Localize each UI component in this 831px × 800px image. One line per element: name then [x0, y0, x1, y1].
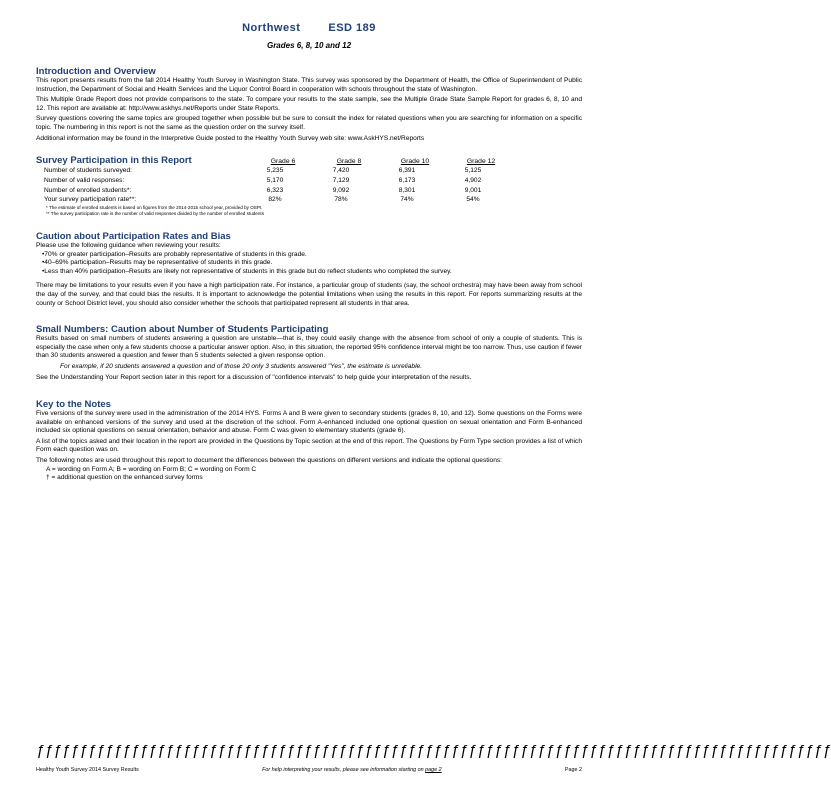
participation-header [36, 155, 582, 166]
participation-footnote-2: ** The survey participation rate is the number of valid responses divided by the number of enrolled students [46, 210, 264, 216]
footer-page-link[interactable]: page 2 [425, 767, 442, 773]
caution-bullet-2: •40–69% participation–Results may be representative of students in this grade. [42, 259, 273, 267]
table-cell: 6,323 [266, 186, 284, 194]
caution-bullet-3: •Less than 40% participation–Results are likely not representative of students in this grade but do reflect students who completed the survey. [42, 267, 452, 275]
small-numbers-example: For example, if 20 students answered a question and of those 20 only 3 students answered "Yes", the estimate is unreliable. [60, 362, 423, 370]
table-cell: 78% [334, 196, 348, 204]
intro-heading: Introduction and Overview [36, 66, 156, 77]
table-row [44, 195, 506, 205]
column-header-grade-6: Grade 6 [270, 158, 296, 166]
footer-page-number: Page 2 [564, 767, 582, 773]
key-note-forms: A = wording on Form A; B = wording on Form B; C = wording on Form C [46, 465, 257, 473]
key-paragraph-2: A list of the topics asked and their location in the report are provided in the Questions by Topic section at the end of this report. The Questions by Form Type section provides a list of which Form each question was on. [36, 437, 582, 454]
participation-heading: Survey Participation in this Report [36, 155, 192, 167]
table-cell: 8,301 [398, 186, 416, 194]
row-label: Your survey participation rate**: [44, 196, 137, 204]
footer-left: Healthy Youth Survey 2014 Survey Results [36, 767, 139, 773]
small-numbers-paragraph-1: Results based on small numbers of students answering a question are unstable—that is, they could easily change with the absence from school of only a couple of students. This is especially the case when only a few students choose a particular answer option. Also, in this situation, the reported 95% confidence interval might be too narrow. Thus, use caution if fewer than 30 students answered a question and fewer than 5 students selected a given response option. [36, 335, 582, 360]
column-header-grade-8: Grade 8 [336, 158, 362, 166]
caution-bullet-1: •70% or greater participation–Results are probably representative of students in this grade. [42, 250, 307, 258]
table-cell: 6,391 [398, 167, 416, 175]
participation-table [44, 166, 506, 204]
participation-footnote-1: * The estimate of enrolled students is based on figures from the 2014-2015 school year, provided by OSPI. [46, 204, 263, 210]
intro-paragraph-3: Survey questions covering the same topics are grouped together when possible but be sure to consult the index for related questions when you are searching for information on a specific topic. The numbering in this report is not the same as the question order on the survey itself. [36, 115, 582, 131]
table-row [44, 185, 506, 195]
footer-help-text: For help interpreting your results, please see information starting on [262, 767, 424, 773]
document-title [0, 22, 618, 34]
intro-paragraph-4: Additional information may be found in the Interpretive Guide posted to the Healthy Youth Survey web site: www.AskHYS.net/Reports [36, 134, 425, 142]
small-numbers-paragraph-2: See the Understanding Your Report section later in this report for a discussion of "confidence intervals" to help guide your interpretation of the results. [36, 374, 472, 382]
table-cell: 4,902 [464, 177, 482, 185]
table-cell: 74% [400, 196, 414, 204]
table-cell: 7,129 [332, 177, 350, 185]
footer-middle [262, 767, 442, 773]
district-name: ESD 189 [328, 22, 376, 34]
intro-paragraph-1: This report presents results from the fall 2014 Healthy Youth Survey in Washington State. This survey was sponsored by the Department of Health, the Office of Superintendent of Public Instruction, the Department of Social and Health Services and the Liquor Control Board in cooperation with schools throughout the state of Washington. [36, 77, 582, 93]
table-cell: 82% [268, 196, 282, 204]
grades-subtitle: Grades 6, 8, 10 and 12 [266, 41, 352, 50]
table-cell: 5,170 [266, 177, 284, 185]
page-footer [36, 767, 582, 773]
table-cell: 9,001 [464, 186, 482, 194]
dagger-separator-line: ƒƒƒƒƒƒƒƒƒƒƒƒƒƒƒƒƒƒƒƒƒƒƒƒƒƒƒƒƒƒƒƒƒƒƒƒƒƒƒƒƒƒƒƒƒƒƒƒƒƒƒƒƒƒƒƒƒƒƒƒƒƒƒƒƒƒƒƒƒƒƒƒƒƒƒƒƒƒƒƒƒƒƒƒƒƒƒƒƒƒƒƒ [36, 742, 831, 759]
column-header-grade-10: Grade 10 [400, 158, 430, 166]
row-label: Number of students surveyed: [44, 167, 132, 175]
table-cell: 9,092 [332, 186, 350, 194]
table-row [44, 166, 506, 176]
intro-paragraph-2: This Multiple Grade Report does not provide comparisons to the state. To compare your results to the state sample, see the Multiple Grade State Sample Report for grades 6, 8, 10 and 12. This report are available at: http://www.askhys.net/Reports under State Reports. [36, 96, 582, 112]
table-cell: 7,420 [332, 167, 350, 175]
table-cell: 5,125 [464, 167, 482, 175]
key-heading: Key to the Notes [36, 399, 111, 411]
row-label: Number of valid responses: [44, 177, 125, 185]
table-cell: 54% [466, 196, 480, 204]
caution-intro: Please use the following guidance when reviewing your results: [36, 241, 221, 249]
caution-heading: Caution about Participation Rates and Bias [36, 230, 231, 242]
small-numbers-heading: Small Numbers: Caution about Number of Students Participating [36, 324, 329, 336]
caution-paragraph: There may be limitations to your results even if you have a high participation rate. For instance, a particular group of students (say, the school orchestra) may have been away from school the day of the survey, and that could bias the results. It is important to acknowledge the potential limitations when using the results in this report. For reports summarizing results at the county or School District level, you should also consider whether the schools that participated represent all students in that area. [36, 282, 582, 307]
row-label: Number of enrolled students*: [44, 186, 132, 194]
column-header-grade-12: Grade 12 [466, 158, 496, 166]
key-paragraph-1: Five versions of the survey were used in the administration of the 2014 HYS. Forms A and B were given to secondary students (grades 8, 10, and 12). Some questions on the Forms were available on enhanced versions of the survey and used at the discretion of the school. Form A-enhanced included one optional question on sexual orientation and Form B-enhanced included six optional questions on sexual orientation, behavior and abuse. Form C was given to elementary students (grade 6). [36, 410, 582, 435]
key-note-dagger: † = additional question on the enhanced survey forms [46, 474, 203, 482]
key-paragraph-3: The following notes are used throughout this report to document the differences between the questions on different versions and indicate the optional questions: [36, 457, 503, 465]
org-name: Northwest [242, 22, 301, 34]
table-cell: 5,235 [266, 167, 284, 175]
table-row [44, 176, 506, 186]
report-content [36, 66, 582, 483]
table-cell: 6,173 [398, 177, 416, 185]
